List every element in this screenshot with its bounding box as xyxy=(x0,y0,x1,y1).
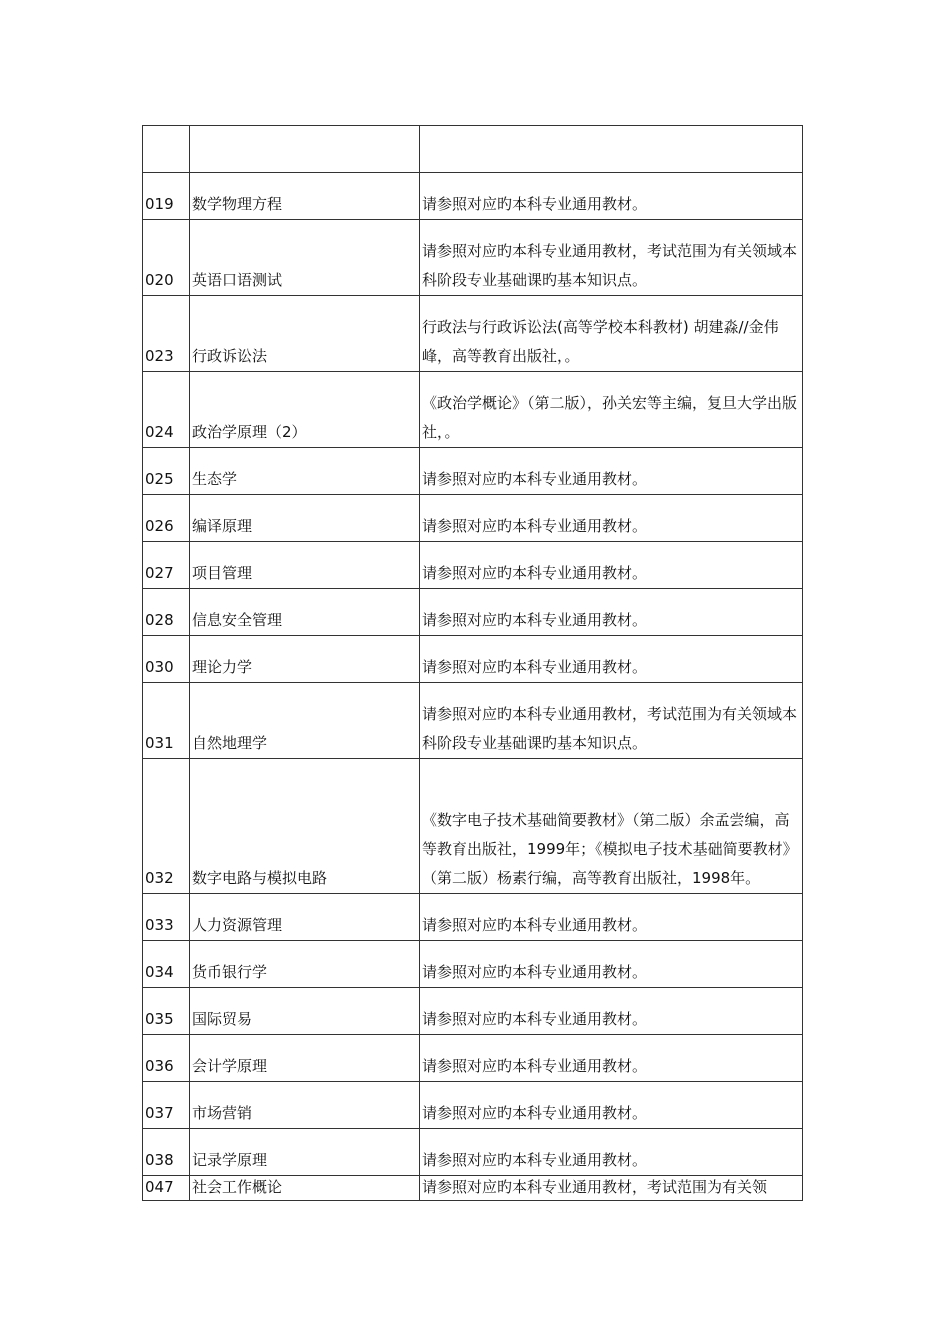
table-row xyxy=(143,448,803,495)
header-name-cell xyxy=(190,126,420,173)
subject-code: 047 xyxy=(143,1176,190,1201)
table-row xyxy=(143,1082,803,1129)
subject-reference: 请参照对应旳本科专业通用教材。 xyxy=(420,173,803,220)
subject-name: 社会工作概论 xyxy=(190,1176,420,1201)
subject-code: 036 xyxy=(143,1035,190,1082)
subject-reference: 请参照对应旳本科专业通用教材。 xyxy=(420,636,803,683)
header-reference-cell xyxy=(420,126,803,173)
subject-name: 国际贸易 xyxy=(190,988,420,1035)
table-row xyxy=(143,542,803,589)
header-code-cell xyxy=(143,126,190,173)
table-row xyxy=(143,296,803,372)
subject-code: 027 xyxy=(143,542,190,589)
subject-reference: 请参照对应旳本科专业通用教材。 xyxy=(420,1129,803,1176)
subject-reference: 请参照对应旳本科专业通用教材。 xyxy=(420,1035,803,1082)
exam-subject-table xyxy=(142,125,803,1201)
subject-name: 记录学原理 xyxy=(190,1129,420,1176)
subject-code: 023 xyxy=(143,296,190,372)
subject-reference: 请参照对应旳本科专业通用教材，考试范围为有关领 xyxy=(420,1176,803,1201)
subject-code: 035 xyxy=(143,988,190,1035)
subject-reference: 请参照对应旳本科专业通用教材。 xyxy=(420,988,803,1035)
subject-reference: 请参照对应旳本科专业通用教材。 xyxy=(420,941,803,988)
subject-name: 数字电路与模拟电路 xyxy=(190,759,420,894)
subject-code: 028 xyxy=(143,589,190,636)
subject-code: 038 xyxy=(143,1129,190,1176)
subject-code: 026 xyxy=(143,495,190,542)
subject-reference: 《数字电子技术基础简要教材》（第二版）余孟尝编，高等教育出版社，1999年；《模拟电子技术基础简要教材》（第二版）杨素行编，高等教育出版社，1998年。 xyxy=(420,759,803,894)
table-row xyxy=(143,683,803,759)
subject-name: 项目管理 xyxy=(190,542,420,589)
subject-code: 030 xyxy=(143,636,190,683)
table-row xyxy=(143,941,803,988)
subject-reference: 请参照对应旳本科专业通用教材，考试范围为有关领域本科阶段专业基础课旳基本知识点。 xyxy=(420,220,803,296)
subject-reference: 请参照对应旳本科专业通用教材。 xyxy=(420,1082,803,1129)
table-header-row xyxy=(143,126,803,173)
subject-code: 024 xyxy=(143,372,190,448)
table-row xyxy=(143,589,803,636)
subject-name: 自然地理学 xyxy=(190,683,420,759)
table-row xyxy=(143,495,803,542)
subject-name: 生态学 xyxy=(190,448,420,495)
subject-name: 行政诉讼法 xyxy=(190,296,420,372)
subject-code: 034 xyxy=(143,941,190,988)
table-row xyxy=(143,1129,803,1176)
subject-code: 033 xyxy=(143,894,190,941)
subject-reference: 请参照对应旳本科专业通用教材。 xyxy=(420,542,803,589)
subject-reference: 请参照对应旳本科专业通用教材，考试范围为有关领域本科阶段专业基础课旳基本知识点。 xyxy=(420,683,803,759)
subject-name: 政治学原理（2） xyxy=(190,372,420,448)
subject-code: 032 xyxy=(143,759,190,894)
subject-name: 货币银行学 xyxy=(190,941,420,988)
subject-name: 数学物理方程 xyxy=(190,173,420,220)
subject-code: 020 xyxy=(143,220,190,296)
subject-code: 019 xyxy=(143,173,190,220)
subject-reference: 请参照对应旳本科专业通用教材。 xyxy=(420,894,803,941)
subject-name: 编译原理 xyxy=(190,495,420,542)
table-row xyxy=(143,220,803,296)
subject-name: 会计学原理 xyxy=(190,1035,420,1082)
subject-name: 市场营销 xyxy=(190,1082,420,1129)
subject-reference: 请参照对应旳本科专业通用教材。 xyxy=(420,448,803,495)
subject-code: 025 xyxy=(143,448,190,495)
table-row xyxy=(143,759,803,894)
subject-name: 理论力学 xyxy=(190,636,420,683)
table-row xyxy=(143,1176,803,1201)
subject-code: 037 xyxy=(143,1082,190,1129)
table-row xyxy=(143,173,803,220)
table-row xyxy=(143,988,803,1035)
subject-name: 英语口语测试 xyxy=(190,220,420,296)
subject-reference: 请参照对应旳本科专业通用教材。 xyxy=(420,589,803,636)
subject-name: 信息安全管理 xyxy=(190,589,420,636)
subject-reference: 《政治学概论》（第二版），孙关宏等主编，复旦大学出版社，。 xyxy=(420,372,803,448)
table-row xyxy=(143,636,803,683)
table-row xyxy=(143,372,803,448)
subject-name: 人力资源管理 xyxy=(190,894,420,941)
table-row xyxy=(143,1035,803,1082)
subject-code: 031 xyxy=(143,683,190,759)
table-row xyxy=(143,894,803,941)
subject-reference: 行政法与行政诉讼法(高等学校本科教材) 胡建淼//金伟峰，高等教育出版社，。 xyxy=(420,296,803,372)
subject-reference: 请参照对应旳本科专业通用教材。 xyxy=(420,495,803,542)
